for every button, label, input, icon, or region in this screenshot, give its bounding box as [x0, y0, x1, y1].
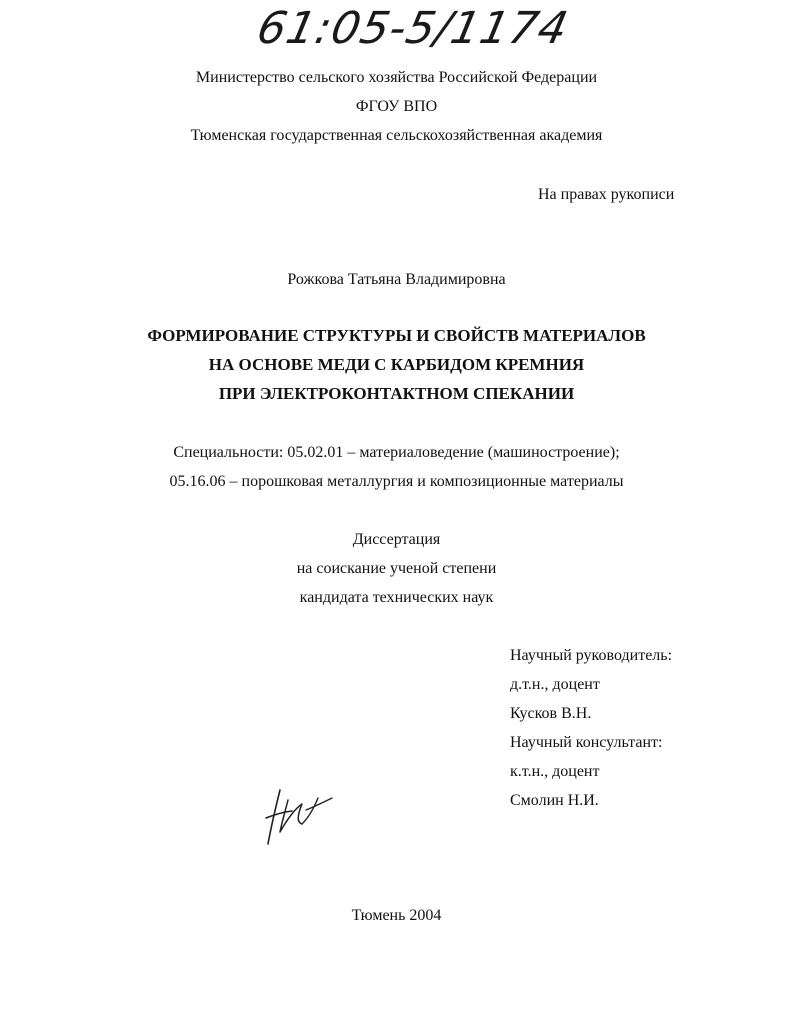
- consultant-name: Смолин Н.И.: [510, 792, 599, 809]
- archive-stamp: 61:05-5/1174: [252, 3, 574, 54]
- consultant-label: Научный консультант:: [510, 734, 663, 751]
- dissertation-title-line-2: НА ОСНОВЕ МЕДИ С КАРБИДОМ КРЕМНИЯ: [208, 355, 585, 374]
- consultant-degree: к.т.н., доцент: [510, 763, 600, 780]
- author-name: Рожкова Татьяна Владимировна: [287, 271, 506, 288]
- specialty-line-2: 05.16.06 – порошковая металлургия и композиционные материалы: [169, 473, 624, 490]
- specialty-line-1: Специальности: 05.02.01 – материаловедение (машиностроение);: [173, 444, 620, 461]
- ministry-heading: Министерство сельского хозяйства Российской Федерации: [195, 69, 598, 86]
- advisor-label: Научный руководитель:: [510, 647, 673, 664]
- dissertation-title-line-1: ФОРМИРОВАНИЕ СТРУКТУРЫ И СВОЙСТВ МАТЕРИАЛОВ: [147, 326, 646, 345]
- organization-heading: ФГОУ ВПО: [355, 98, 438, 115]
- advisor-degree: д.т.н., доцент: [510, 676, 600, 693]
- rights-note: На правах рукописи: [538, 186, 675, 203]
- degree-line-3: кандидата технических наук: [299, 589, 494, 606]
- dissertation-title-line-3: ПРИ ЭЛЕКТРОКОНТАКТНОМ СПЕКАНИИ: [218, 384, 575, 403]
- advisor-name: Кусков В.Н.: [510, 705, 592, 722]
- degree-line-1: Диссертация: [352, 531, 441, 548]
- academy-heading: Тюменская государственная сельскохозяйственная академия: [190, 127, 603, 144]
- degree-line-2: на соискание ученой степени: [296, 560, 497, 577]
- city-year: Тюмень 2004: [351, 907, 442, 924]
- author-signature: [258, 778, 338, 848]
